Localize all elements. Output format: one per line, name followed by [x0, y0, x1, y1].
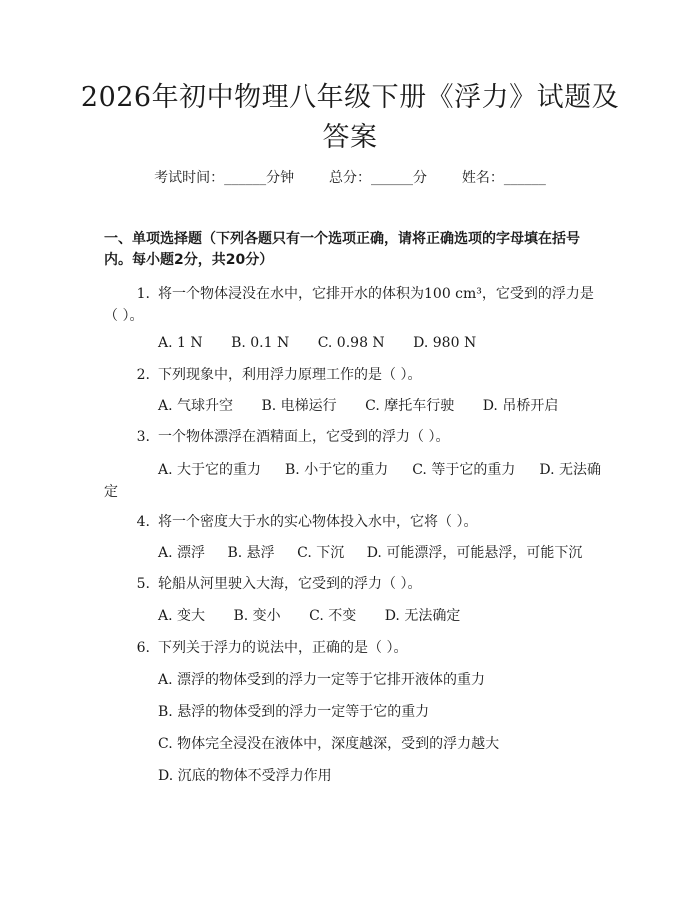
option-a: A. 漂浮 — [158, 545, 206, 561]
question-number: 1. — [136, 286, 150, 302]
option-a: A. 变大 — [158, 608, 206, 624]
question-2-options — [158, 396, 558, 417]
question-text: 一个物体漂浮在酒精面上，它受到的浮力（ ）。 — [158, 429, 450, 445]
option-b: B. 0.1 N — [231, 335, 290, 351]
question-text: 下列现象中，利用浮力原理工作的是（ ）。 — [158, 367, 422, 383]
question-6-option-b: B. 悬浮的物体受到的浮力一定等于它的重力 — [158, 704, 430, 720]
question-3-options — [104, 459, 604, 503]
question-4 — [104, 512, 604, 533]
question-number: 2. — [136, 367, 150, 383]
exam-name-field: 姓名：______ — [461, 170, 546, 186]
option-c: C. 下沉 — [297, 545, 345, 561]
question-6-option-c: C. 物体完全浸没在液体中，深度越深，受到的浮力越大 — [158, 736, 500, 752]
question-2 — [104, 365, 604, 386]
option-a: A. 气球升空 — [158, 398, 234, 414]
option-c: C. 等于它的重力 — [412, 462, 516, 478]
section-heading: 一、单项选择题（下列各题只有一个选项正确，请将正确选项的字母填在括号内。每小题2分，共20分） — [104, 231, 580, 268]
option-d: D. 980 N — [413, 335, 477, 351]
question-text: 将一个物体浸没在水中，它排开水的体积为100 cm³，它受到的浮力是（ ）。 — [104, 286, 594, 324]
question-6-option-a: A. 漂浮的物体受到的浮力一定等于它排开液体的重力 — [158, 672, 486, 688]
question-text: 下列关于浮力的说法中，正确的是（ ）。 — [158, 640, 408, 656]
option-c: C. 摩托车行驶 — [365, 398, 455, 414]
option-d: D. 可能漂浮，可能悬浮，可能下沉 — [366, 545, 583, 561]
question-5 — [104, 574, 604, 595]
question-1 — [104, 283, 604, 327]
exam-total-score: 总分：______分 — [329, 170, 427, 186]
option-b: B. 电梯运行 — [261, 398, 337, 414]
question-1-options — [158, 333, 476, 354]
option-d: D. 无法确定 — [104, 462, 601, 500]
question-3 — [104, 427, 604, 448]
question-number: 3. — [136, 429, 150, 445]
option-a: A. 大于它的重力 — [158, 462, 262, 478]
option-a: A. 1 N — [158, 335, 203, 351]
question-number: 4. — [136, 514, 150, 530]
question-text: 将一个密度大于水的实心物体投入水中，它将（ ）。 — [158, 514, 478, 530]
option-c: C. 0.98 N — [317, 335, 385, 351]
question-6 — [104, 638, 604, 659]
option-c: C. 不变 — [309, 608, 357, 624]
page-title: 2026年初中物理八年级下册《浮力》试题及答案 — [80, 82, 620, 153]
option-b: B. 小于它的重力 — [285, 462, 389, 478]
option-b: B. 变小 — [233, 608, 281, 624]
option-d: D. 无法确定 — [384, 608, 461, 624]
question-6-option-d: D. 沉底的物体不受浮力作用 — [158, 768, 332, 784]
question-text: 轮船从河里驶入大海，它受到的浮力（ ）。 — [158, 576, 422, 592]
question-number: 6. — [136, 640, 150, 656]
exam-meta — [0, 168, 700, 188]
question-number: 5. — [136, 576, 150, 592]
option-d: D. 吊桥开启 — [482, 398, 559, 414]
option-b: B. 悬浮 — [227, 545, 275, 561]
question-5-options — [158, 606, 460, 627]
exam-time: 考试时间：______分钟 — [154, 170, 295, 186]
question-4-options — [158, 543, 582, 564]
